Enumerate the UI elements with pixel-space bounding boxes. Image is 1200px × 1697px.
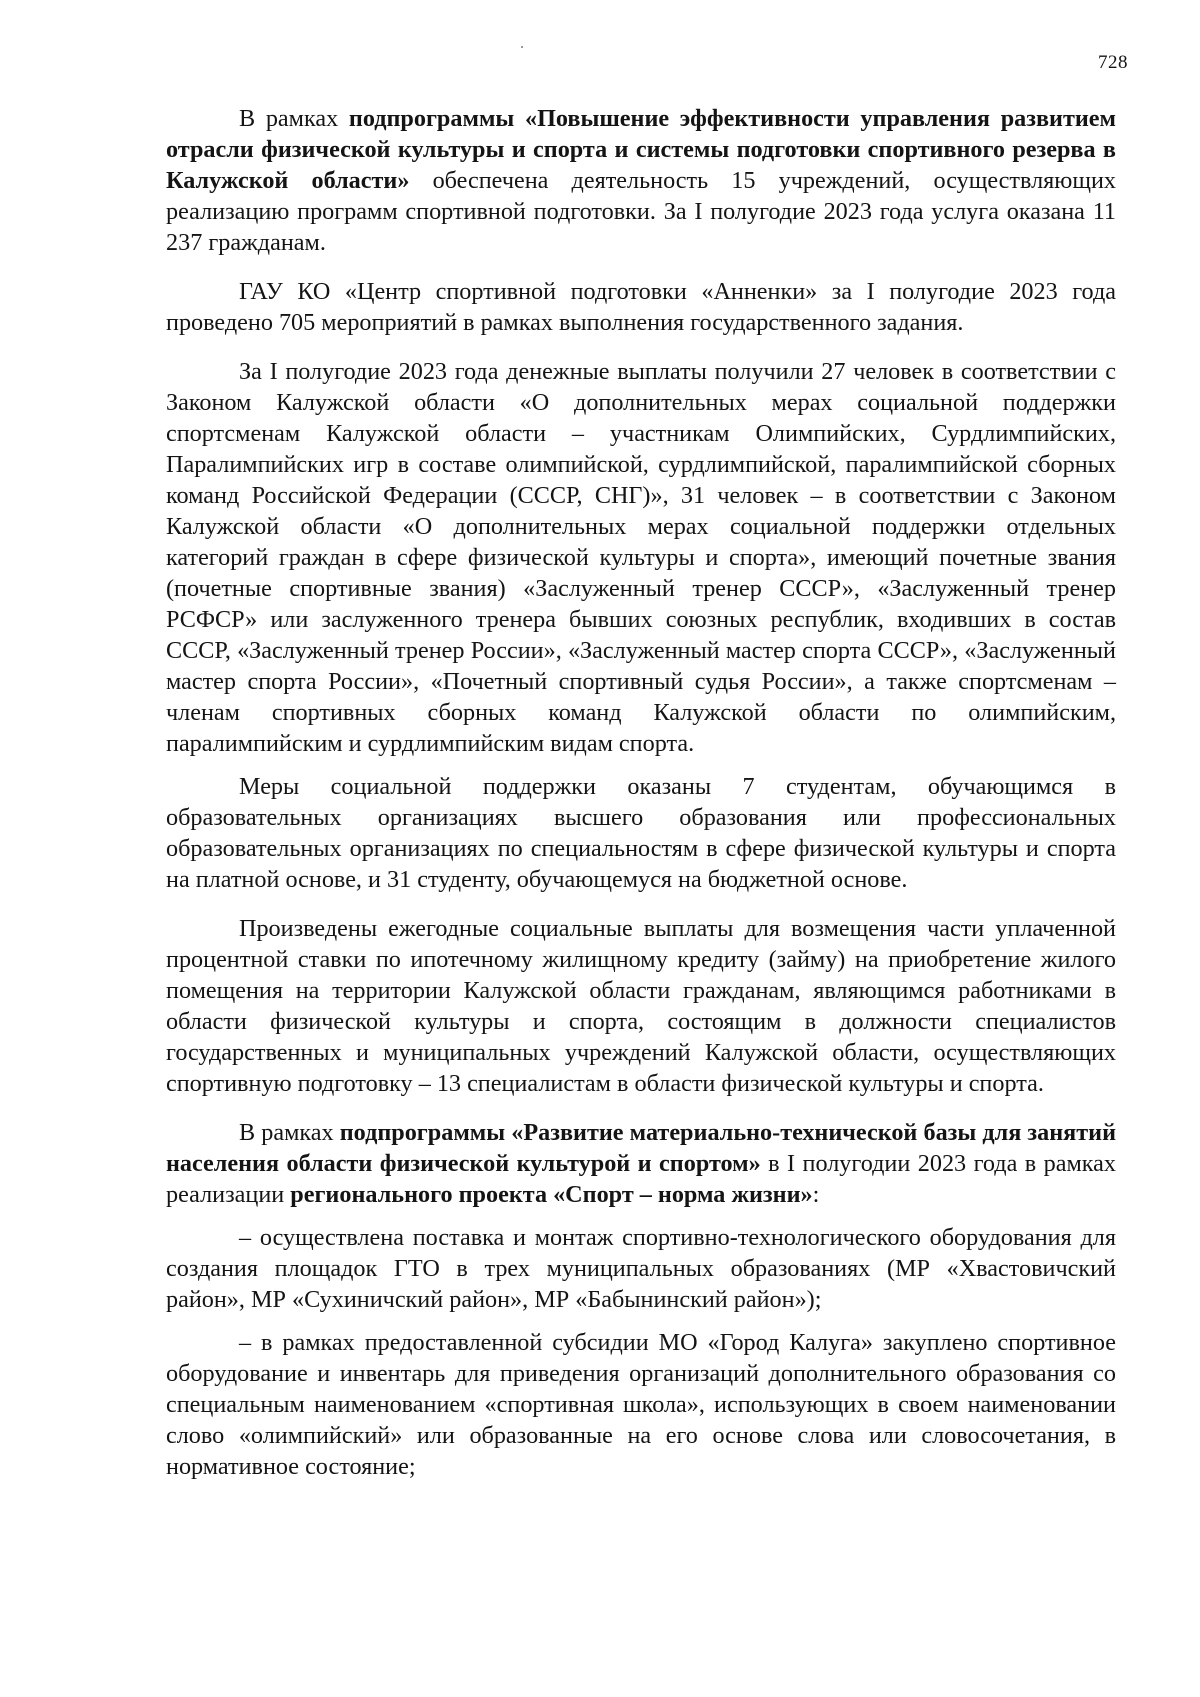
- paragraph-text: В рамках: [239, 105, 349, 132]
- subprogram-title-bold: подпрограммы «Развитие материально-технической базы для занятий населения области физической культурой и спортом»: [166, 1119, 1117, 1177]
- document-body: [166, 103, 1116, 1500]
- paragraph-subprogram-infrastructure: [166, 1117, 1116, 1210]
- paragraph-payments: [166, 356, 1116, 759]
- paragraph-text: Меры социальной поддержки оказаны 7 студентам, обучающимся в образовательных организациях высшего образования или профессиональных образовательных организациях по специальностям в сфере физической культуры и спорта на платной основе, и 31 студенту, обучающемуся на бюджетной основе.: [166, 773, 1116, 893]
- paragraph-text: Произведены ежегодные социальные выплаты для возмещения части уплаченной процентной ставки по ипотечному жилищному кредиту (займу) на приобретение жилого помещения на территории Калужской области гражданам, являющимся работниками в области физической культуры и спорта, состоящим в должности специалистов государственных и муниципальных учреждений Калужской области, осуществляющих спортивную подготовку – 13 специалистам в области физической культуры и спорта.: [166, 915, 1116, 1097]
- scan-artifact-dot: [521, 46, 523, 48]
- paragraph-text: ГАУ КО «Центр спортивной подготовки «Анненки» за I полугодие 2023 года проведено 705 мероприятий в рамках выполнения государственного задания.: [166, 278, 1116, 336]
- paragraph-text: :: [812, 1181, 820, 1208]
- regional-project-title-bold: регионального проекта «Спорт – норма жизни»: [290, 1181, 813, 1208]
- paragraph-subprogram-management: [166, 103, 1116, 258]
- subprogram-title-bold: подпрограммы «Повышение эффективности управления развитием отрасли физической культуры и спорта и системы подготовки спортивного резерва в Калужской области»: [166, 105, 1116, 194]
- list-item-kaluga-subsidy: [166, 1327, 1116, 1482]
- paragraph-student-support: [166, 771, 1116, 895]
- paragraph-text: – в рамках предоставленной субсидии МО «Город Калуга» закуплено спортивное оборудование и инвентарь для приведения организаций дополнительного образования со специальным наименованием «спортивная школа», использующих в своем наименовании слово «олимпийский» или образованные на его основе слова или словосочетания, в нормативное состояние;: [166, 1329, 1116, 1480]
- paragraph-text: За I полугодие 2023 года денежные выплаты получили 27 человек в соответствии с Законом Калужской области «О дополнительных мерах социальной поддержки спортсменам Калужской области – участникам Олимпийских, Сурдлимпийских, Паралимпийских игр в составе олимпийской, сурдлимпийской, паралимпийской сборных команд Российской Федерации (СССР, СНГ)», 31 человек – в соответствии с Законом Калужской области «О дополнительных мерах социальной поддержки отдельных категорий граждан в сфере физической культуры и спорта», имеющий почетные звания (почетные спортивные звания) «Заслуженный тренер СССР», «Заслуженный тренер РСФСР» или заслуженного тренера бывших союзных республик, входивших в состав СССР, «Заслуженный тренер России», «Заслуженный мастер спорта СССР», «Заслуженный мастер спорта России», «Почетный спортивный судья России», а также спортсменам – членам спортивных сборных команд Калужской области по олимпийским, паралимпийским и сурдлимпийским видам спорта.: [166, 358, 1116, 757]
- paragraph-text: в I полугодии 2023 года в рамках реализации: [166, 1150, 1116, 1208]
- paragraph-mortgage-payments: [166, 913, 1116, 1099]
- paragraph-text: – осуществлена поставка и монтаж спортивно-технологического оборудования для создания площадок ГТО в трех муниципальных образованиях (МР «Хвастовичский район», МР «Сухиничский район», МР «Бабынинский район»);: [166, 1224, 1116, 1313]
- paragraph-text: В рамках: [239, 1119, 340, 1146]
- paragraph-text: обеспечена деятельность 15 учреждений, осуществляющих реализацию программ спортивной подготовки. За I полугодие 2023 года услуга оказана 11 237 гражданам.: [166, 167, 1117, 256]
- page-number: 728: [1098, 52, 1128, 73]
- paragraph-annenki-center: [166, 276, 1116, 338]
- list-item-gto-equipment: [166, 1222, 1116, 1315]
